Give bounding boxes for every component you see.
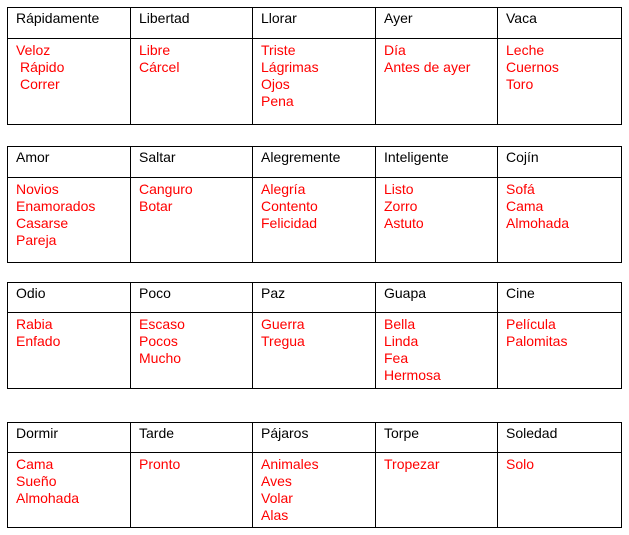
association-word: Película xyxy=(506,316,556,332)
associations-cell xyxy=(253,453,376,528)
associations-row xyxy=(8,453,622,528)
heading-cell: Cine xyxy=(498,283,622,313)
association-word: Antes de ayer xyxy=(384,59,471,75)
heading-cell: Torpe xyxy=(376,423,498,453)
associations-cell xyxy=(498,313,622,389)
association-word: Alas xyxy=(261,507,289,523)
heading-cell: Pájaros xyxy=(253,423,376,453)
heading-cell: Dormir xyxy=(8,423,131,453)
association-word: Alegría xyxy=(261,181,306,197)
association-word: Leche xyxy=(506,42,545,58)
association-word: Contento xyxy=(261,198,318,214)
associations-cell xyxy=(376,313,498,389)
association-word: Almohada xyxy=(506,215,570,231)
association-word: Botar xyxy=(139,198,173,214)
association-word: Tropezar xyxy=(384,456,440,472)
association-word: Triste xyxy=(261,42,296,58)
heading-row xyxy=(8,147,622,178)
heading-cell: Amor xyxy=(8,147,131,178)
association-word: Bella xyxy=(384,316,416,332)
heading-cell: Rápidamente xyxy=(8,8,131,39)
associations-row xyxy=(8,39,622,125)
heading-cell: Saltar xyxy=(131,147,253,178)
association-word: Hermosa xyxy=(384,367,441,383)
association-word: Solo xyxy=(506,456,535,472)
association-word: Astuto xyxy=(384,215,424,231)
heading-cell: Poco xyxy=(131,283,253,313)
association-word: Casarse xyxy=(16,215,69,231)
associations-row xyxy=(8,313,622,389)
association-word: Mucho xyxy=(139,350,182,366)
heading-cell: Soledad xyxy=(498,423,622,453)
association-word: Lágrimas xyxy=(261,59,319,75)
word-association-table-3 xyxy=(7,282,622,389)
associations-cell xyxy=(8,39,131,125)
association-word: Volar xyxy=(261,490,293,506)
associations-cell xyxy=(253,313,376,389)
association-word: Escaso xyxy=(139,316,185,332)
associations-cell xyxy=(376,39,498,125)
association-word: Pronto xyxy=(139,456,181,472)
heading-row xyxy=(8,8,622,39)
association-word: Enamorados xyxy=(16,198,96,214)
associations-cell xyxy=(253,178,376,263)
associations-cell xyxy=(376,453,498,528)
association-word: Sueño xyxy=(16,473,57,489)
heading-cell: Libertad xyxy=(131,8,253,39)
association-word: Guerra xyxy=(261,316,305,332)
association-word: Pareja xyxy=(16,232,57,248)
association-word: Fea xyxy=(384,350,409,366)
association-word: Aves xyxy=(261,473,292,489)
association-word: Animales xyxy=(261,456,319,472)
association-word: Toro xyxy=(506,76,534,92)
association-word: Zorro xyxy=(384,198,418,214)
heading-cell: Alegremente xyxy=(253,147,376,178)
association-word: Pena xyxy=(261,93,294,109)
association-word: Listo xyxy=(384,181,414,197)
heading-cell: Inteligente xyxy=(376,147,498,178)
association-word: Linda xyxy=(384,333,419,349)
heading-cell: Llorar xyxy=(253,8,376,39)
heading-cell: Guapa xyxy=(376,283,498,313)
association-word: Cárcel xyxy=(139,59,180,75)
associations-row xyxy=(8,178,622,263)
association-word: Novios xyxy=(16,181,59,197)
association-word: Correr xyxy=(20,76,60,92)
associations-cell xyxy=(253,39,376,125)
heading-row xyxy=(8,423,622,453)
heading-cell: Vaca xyxy=(498,8,622,39)
association-word: Sofá xyxy=(506,181,535,197)
association-word: Veloz xyxy=(16,42,51,58)
association-word: Tregua xyxy=(261,333,305,349)
association-word: Canguro xyxy=(139,181,193,197)
heading-cell: Cojín xyxy=(498,147,622,178)
heading-cell: Odio xyxy=(8,283,131,313)
association-word: Rabia xyxy=(16,316,53,332)
association-word: Pocos xyxy=(139,333,178,349)
associations-cell xyxy=(376,178,498,263)
associations-cell xyxy=(8,453,131,528)
association-word: Felicidad xyxy=(261,215,318,231)
association-word: Palomitas xyxy=(506,333,568,349)
associations-cell xyxy=(8,178,131,263)
association-word: Almohada xyxy=(16,490,80,506)
associations-cell xyxy=(498,453,622,528)
association-word: Cuernos xyxy=(506,59,559,75)
word-association-table-2 xyxy=(7,146,622,263)
heading-cell: Tarde xyxy=(131,423,253,453)
association-word: Ojos xyxy=(261,76,290,92)
association-word: Día xyxy=(384,42,406,58)
associations-cell xyxy=(131,313,253,389)
association-word: Enfado xyxy=(16,333,61,349)
heading-cell: Paz xyxy=(253,283,376,313)
word-association-table-1 xyxy=(7,7,622,125)
associations-cell xyxy=(8,313,131,389)
association-word: Cama xyxy=(506,198,544,214)
association-word: Libre xyxy=(139,42,171,58)
associations-cell xyxy=(131,178,253,263)
heading-row xyxy=(8,283,622,313)
associations-cell xyxy=(131,453,253,528)
associations-cell xyxy=(498,178,622,263)
associations-cell xyxy=(498,39,622,125)
association-word: Rápido xyxy=(20,59,65,75)
association-word: Cama xyxy=(16,456,54,472)
word-association-table-4 xyxy=(7,422,622,528)
associations-cell xyxy=(131,39,253,125)
heading-cell: Ayer xyxy=(376,8,498,39)
